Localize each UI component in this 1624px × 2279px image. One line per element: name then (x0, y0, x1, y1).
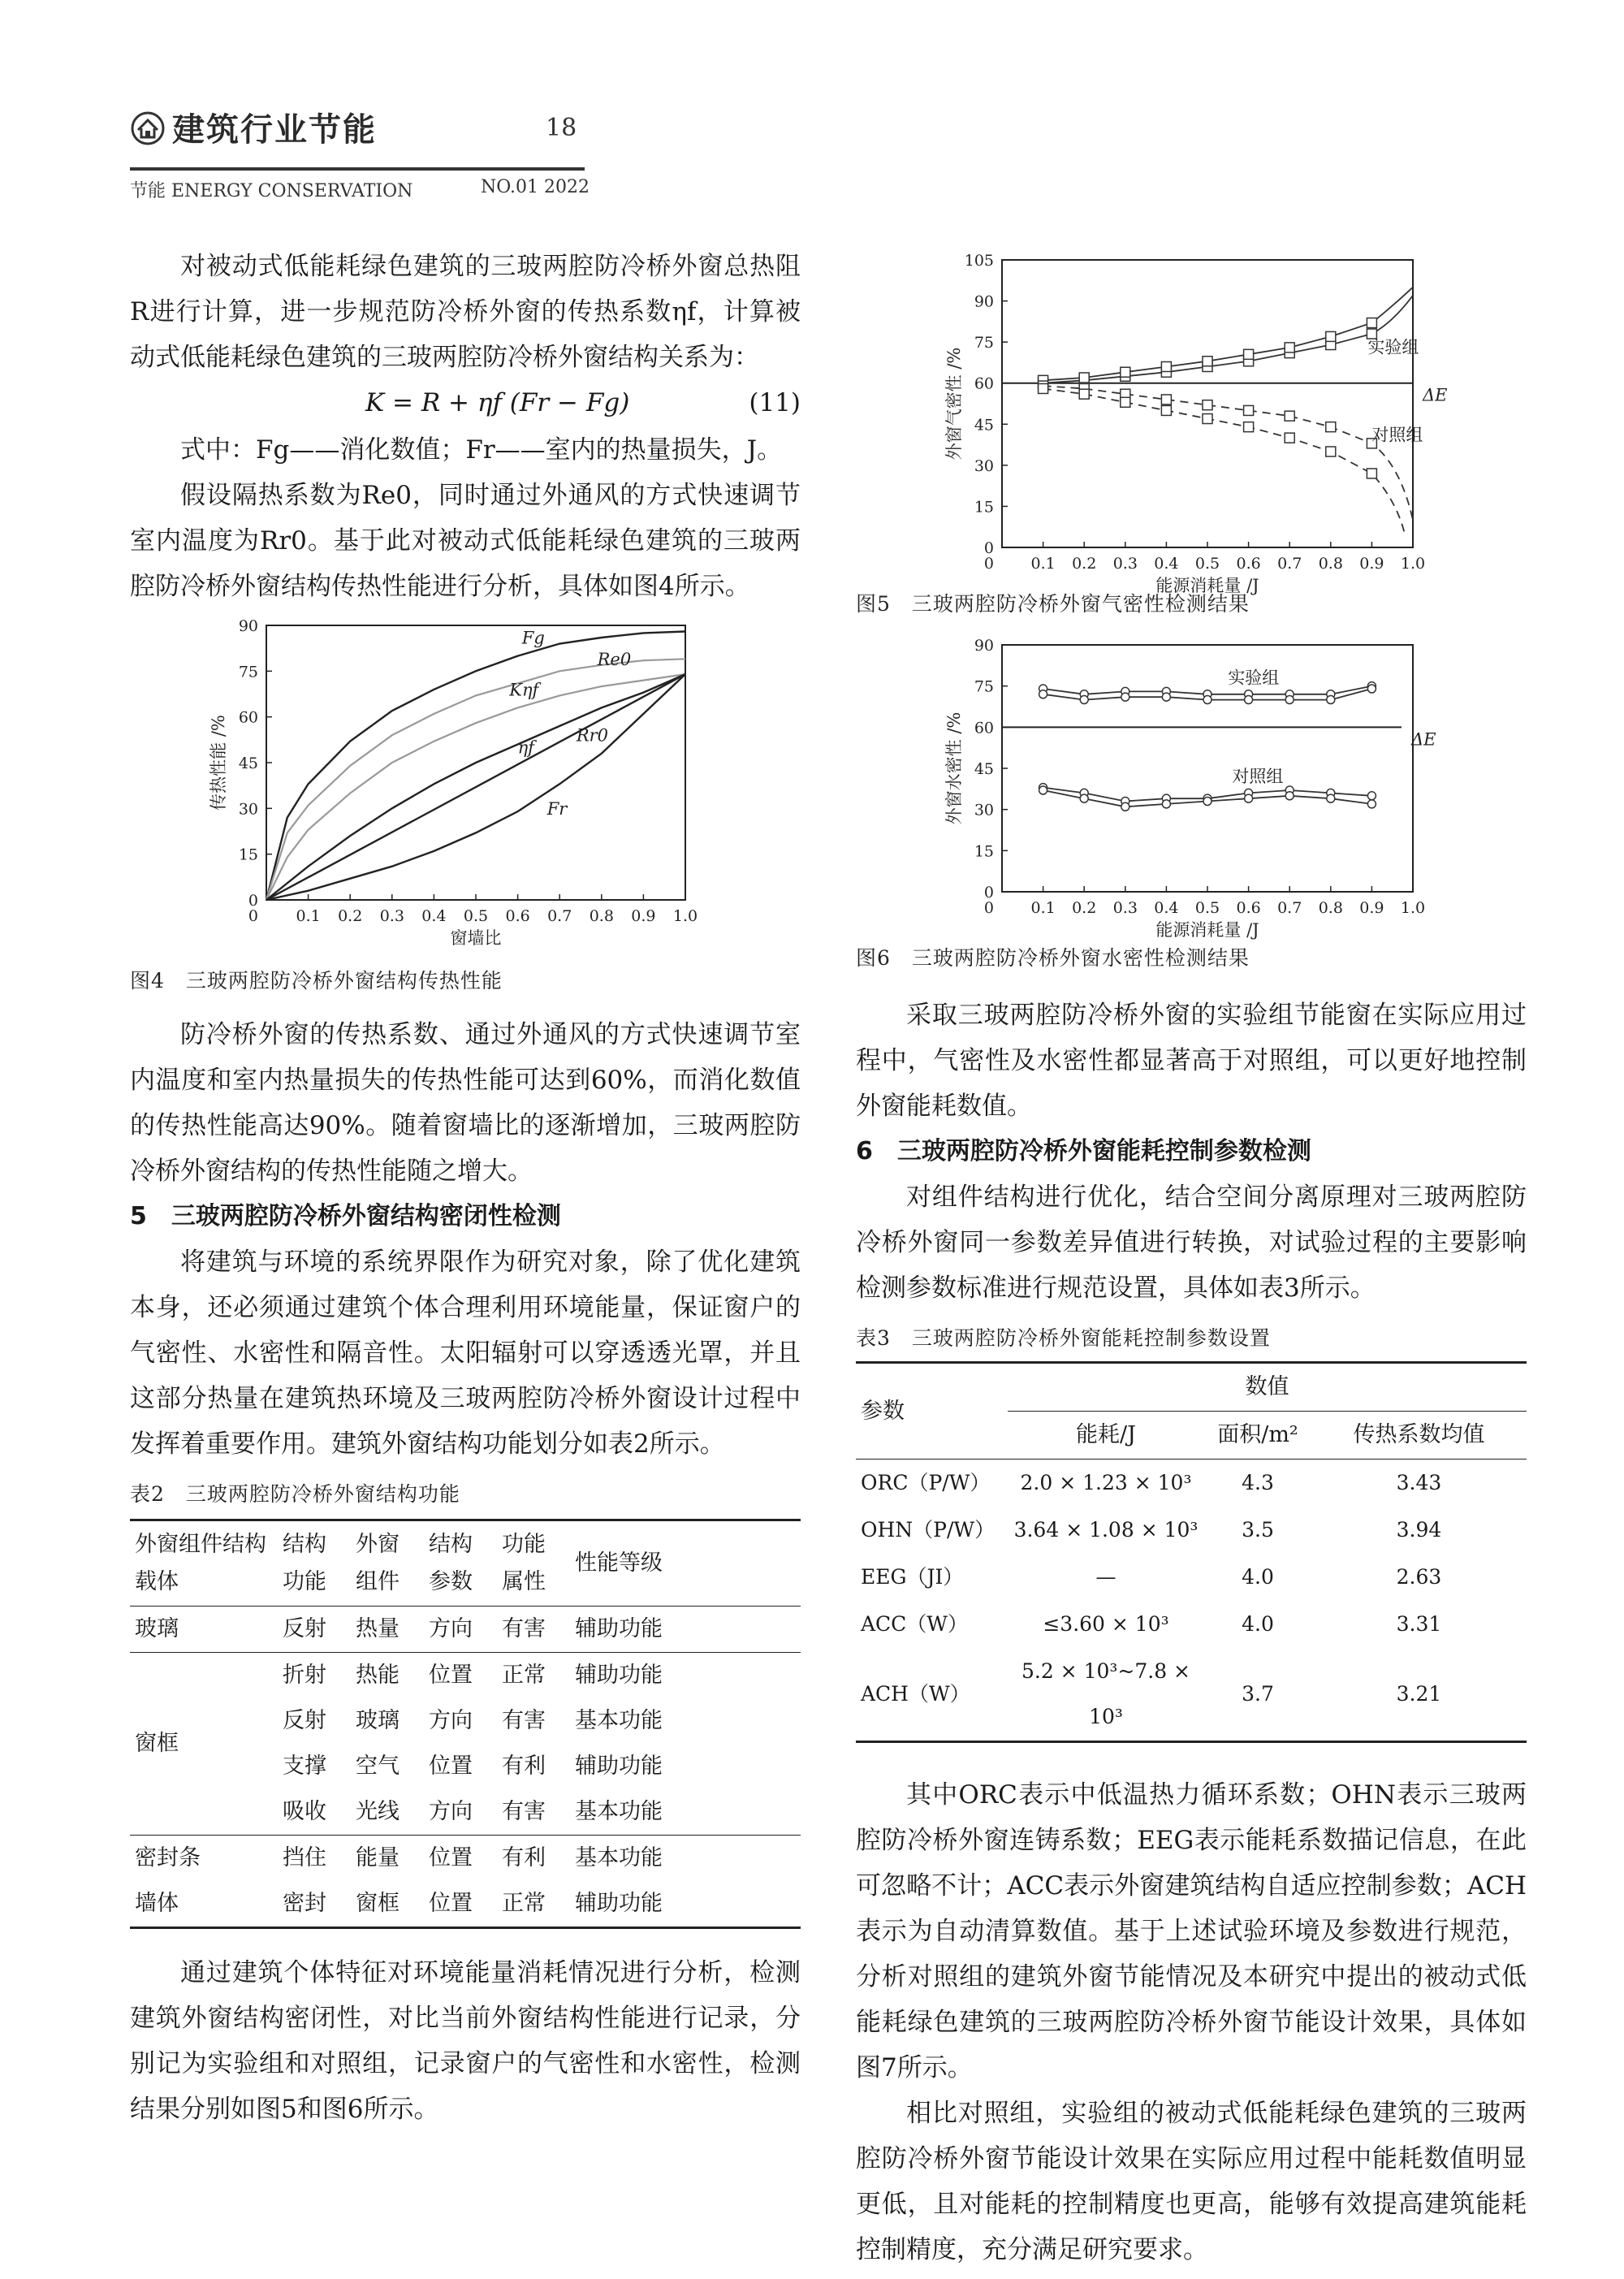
x-tick-label: 0.3 (1112, 555, 1138, 573)
y-axis-label: 外窗气密性 /% (944, 347, 964, 461)
y-tick-label: 45 (238, 755, 258, 772)
y-tick-label: 90 (238, 617, 258, 635)
x-axis-label: 能源消耗量 /J (1155, 576, 1259, 595)
figure-6-chart (856, 632, 1527, 941)
data-point (1203, 400, 1212, 410)
table-cell: 5.2 × 10³~7.8 × 10³ (1021, 1659, 1191, 1728)
table-2 (130, 1519, 801, 1929)
x-tick-label: 0.4 (421, 907, 447, 925)
table-cell: 反射 (283, 1708, 326, 1733)
series-label: 实验组 (1367, 337, 1419, 357)
y-tick-label: 75 (974, 677, 994, 696)
table-cell: 有害 (502, 1616, 546, 1641)
table-cell: 方向 (429, 1708, 473, 1733)
data-point (1080, 696, 1088, 704)
table-cell: 挡住 (283, 1845, 326, 1870)
data-point (1327, 696, 1335, 704)
table-cell: 2.0 × 1.23 × 10³ (1020, 1471, 1192, 1494)
journal-logo-icon (130, 110, 166, 146)
y-axis-label: 传热性能 /% (209, 715, 228, 811)
series-label: Re0 (597, 649, 632, 669)
x-tick-label: 0.6 (1236, 899, 1261, 917)
data-point (1285, 696, 1294, 704)
figure-4-chart (130, 617, 801, 958)
equation: K = R + ηf (Fr − Fg) (365, 388, 630, 417)
origin-label: 0 (983, 899, 994, 917)
x-tick-label: 0.7 (1277, 899, 1302, 917)
table-header-cell: 外窗组件 (356, 1532, 400, 1594)
paragraph: 假设隔热系数为Re0，同时通过外通风的方式快速调节室内温度为Rr0。基于此对被动式低能耗绿色建筑的三玻两腔防冷桥外窗结构传热性能进行分析，具体如图4所示。 (130, 481, 801, 601)
table-cell: 玻璃 (356, 1708, 400, 1733)
table-cell: ≤3.60 × 10³ (1043, 1612, 1169, 1636)
table-cell: 基本功能 (575, 1845, 663, 1870)
data-point (1367, 318, 1376, 328)
table-cell: 3.64 × 1.08 × 10³ (1013, 1518, 1199, 1542)
table-cell: 辅助功能 (575, 1616, 663, 1641)
x-tick-label: 0.3 (1112, 899, 1138, 917)
table-cell: ACC（W） (861, 1612, 969, 1636)
table-cell: 吸收 (283, 1799, 326, 1824)
data-point (1245, 794, 1253, 802)
table-cell: 正常 (502, 1891, 546, 1916)
data-point (1121, 802, 1129, 811)
y-tick-label: 15 (974, 498, 994, 517)
y-tick-label: 60 (974, 719, 994, 737)
series-line (266, 659, 685, 900)
x-tick-label: 0.1 (1030, 899, 1056, 917)
data-point (1285, 343, 1294, 352)
series-line (1043, 288, 1413, 381)
right-column (856, 244, 1527, 2273)
data-point (1121, 367, 1130, 377)
x-tick-label: 0.1 (1030, 555, 1056, 573)
table-row (130, 1836, 801, 1882)
data-point (1161, 361, 1171, 371)
x-tick-label: 0.1 (296, 907, 321, 925)
table-cell: ACH（W） (861, 1682, 970, 1706)
y-tick-label: 75 (974, 334, 994, 352)
y-tick-label: 75 (238, 663, 258, 681)
y-tick-label: 0 (248, 892, 258, 910)
data-point (1244, 349, 1254, 359)
paragraph: 采取三玻两腔防冷桥外窗的实验组节能窗在实际应用过程中，气密性及水密性都显著高于对照组，可以更好地控制外窗能耗数值。 (856, 1001, 1527, 1121)
table-header-cell: 传热系数均值 (1353, 1422, 1485, 1447)
figure-5-chart (856, 244, 1527, 595)
table-row (856, 1601, 1527, 1648)
series-label: 对照组 (1371, 425, 1423, 445)
table-cell: 窗框 (135, 1731, 179, 1756)
series-line (1043, 386, 1413, 520)
y-tick-label: 15 (238, 845, 258, 864)
table-row (856, 1460, 1527, 1507)
table-header-cell: 性能等级 (575, 1550, 663, 1576)
table-cell: 4.3 (1242, 1471, 1274, 1494)
table-cell: 有害 (502, 1708, 546, 1733)
paragraph: 对被动式低能耗绿色建筑的三玻两腔防冷桥外窗总热阻R进行计算，进一步规范防冷桥外窗的传热系数ηf，计算被动式低能耗绿色建筑的三玻两腔防冷桥外窗结构关系为： (130, 252, 801, 372)
x-tick-label: 0.5 (1194, 899, 1220, 917)
table-cell: 位置 (429, 1891, 473, 1916)
x-tick-label: 0.7 (1277, 555, 1302, 573)
x-tick-label: 0.5 (1194, 555, 1220, 573)
y-tick-label: 45 (974, 416, 994, 435)
paragraph: 式中：Fg——消化数值；Fr——室内的热量损失，J。 (180, 435, 783, 465)
table-cell: 反射 (283, 1616, 326, 1641)
table-cell: 基本功能 (575, 1708, 663, 1733)
data-point (1203, 696, 1212, 704)
series-line (266, 674, 685, 900)
data-point (1367, 800, 1376, 808)
paragraph: 相比对照组，实验组的被动式低能耗绿色建筑的三玻两腔防冷桥外窗节能设计效果在实际应用过程中能耗数值明显更低，且对能耗的控制精度也更高，能够有效提高建筑能耗控制精度，充分满足研究要求。 (856, 2099, 1527, 2264)
data-point (1121, 397, 1130, 407)
y-tick-label: 60 (238, 708, 258, 727)
data-point (1079, 389, 1089, 399)
table-cell: 光线 (356, 1799, 400, 1824)
y-tick-label: 90 (974, 292, 994, 311)
data-point (1326, 447, 1336, 456)
table-row (856, 1554, 1527, 1601)
series-label: ηf (517, 737, 534, 758)
table-3-caption: 表3 三玻两腔防冷桥外窗能耗控制参数设置 (856, 1326, 1271, 1350)
table-2-caption: 表2 三玻两腔防冷桥外窗结构功能 (130, 1482, 460, 1506)
table-cell: 3.94 (1396, 1518, 1442, 1542)
paragraph: 通过建筑个体特征对环境能量消耗情况进行分析，检测建筑外窗结构密闭性，对比当前外窗结构性能进行记录，分别记为实验组和对照组，记录窗户的气密性和水密性，检测结果分别如图5和图6所示。 (130, 1958, 801, 2124)
y-tick-label: 30 (974, 801, 994, 819)
table-cell: 辅助功能 (575, 1663, 663, 1688)
series-label: 对照组 (1232, 766, 1284, 786)
data-point (1039, 786, 1047, 794)
y-tick-label: 60 (974, 374, 994, 393)
data-point (1203, 798, 1212, 806)
x-tick-label: 0.9 (1359, 555, 1384, 573)
table-cell: 3.21 (1396, 1682, 1442, 1706)
series-label: Fr (546, 798, 568, 819)
table-cell: 方向 (429, 1799, 473, 1824)
x-tick-label: 0.9 (631, 907, 656, 925)
data-point (1326, 422, 1336, 432)
table-cell: 辅助功能 (575, 1754, 663, 1779)
data-point (1326, 331, 1336, 341)
paragraph: 其中ORC表示中低温热力循环系数；OHN表示三玻两腔防冷桥外窗连铸系数；EEG表示能耗系数描记信息，在此可忽略不计；ACC表示外窗建筑结构自适应控制参数；ACH表示为自动清算数值。基于上述试验环境及参数进行规范，分析对照组的建筑外窗节能情况及本研究中提出的被动式低能耗绿色建筑的三玻两腔防冷桥外窗节能设计效果，具体如图7所示。 (856, 1780, 1527, 2082)
origin-label: 0 (983, 555, 994, 573)
table-cell: 位置 (429, 1754, 473, 1779)
data-point (1285, 411, 1294, 421)
data-point (1245, 696, 1253, 704)
table-cell: 密封条 (135, 1845, 201, 1870)
reference-label: ΔE (1423, 385, 1448, 405)
table-header-cell: 面积/m² (1217, 1422, 1298, 1447)
x-tick-label: 0.6 (1236, 555, 1261, 573)
journal-title: 建筑行业节能 (172, 111, 377, 149)
series-label: Fg (521, 628, 545, 648)
table-cell: 窗框 (356, 1891, 400, 1916)
table-header-cell: 结构参数 (429, 1532, 473, 1594)
table-cell: 3.5 (1242, 1518, 1274, 1542)
data-point (1162, 693, 1170, 701)
data-point (1244, 405, 1254, 415)
y-axis-label: 外窗水密性 /% (944, 711, 964, 825)
table-header-cell: 外窗组件结构载体 (135, 1532, 266, 1594)
table-cell: 4.0 (1242, 1612, 1274, 1636)
table-header-cell: 功能属性 (502, 1532, 546, 1594)
figure-4-caption: 图4 三玻两腔防冷桥外窗结构传热性能 (130, 969, 503, 992)
y-tick-label: 15 (974, 842, 994, 861)
data-point (1039, 690, 1047, 698)
journal-subtitle: 节能 ENERGY CONSERVATION (130, 181, 413, 201)
series-line (1043, 296, 1413, 383)
section-heading: 5 三玻两腔防冷桥外窗结构密闭性检测 (130, 1202, 561, 1230)
reference-label: ΔE (1411, 729, 1436, 750)
x-tick-label: 1.0 (672, 907, 698, 925)
table-cell: 辅助功能 (575, 1891, 663, 1916)
x-axis-label: 窗墙比 (450, 928, 502, 948)
data-point (1203, 357, 1212, 366)
table-header-cell: 参数 (861, 1398, 905, 1424)
x-tick-label: 0.3 (379, 907, 404, 925)
data-point (1039, 383, 1048, 393)
table-cell: 支撑 (283, 1754, 326, 1779)
table-cell: 正常 (502, 1663, 546, 1688)
x-tick-label: 0.8 (589, 907, 614, 925)
table-cell: — (1095, 1565, 1116, 1589)
x-tick-label: 0.8 (1318, 555, 1343, 573)
left-column (130, 244, 801, 2132)
series-label: 实验组 (1228, 668, 1280, 688)
data-point (1080, 794, 1088, 802)
table-3 (856, 1361, 1527, 1743)
table-header-cell: 能耗/J (1076, 1422, 1136, 1447)
y-tick-label: 90 (974, 637, 994, 655)
data-point (1367, 469, 1376, 478)
table-cell: 有利 (502, 1845, 546, 1870)
origin-label: 0 (248, 907, 258, 925)
y-tick-label: 30 (238, 800, 258, 819)
x-axis-label: 能源消耗量 /J (1155, 920, 1259, 940)
table-cell: 能量 (356, 1845, 400, 1870)
data-point (1203, 414, 1212, 424)
y-tick-label: 0 (983, 884, 994, 902)
data-point (1367, 792, 1376, 800)
plot-frame (1002, 645, 1413, 892)
data-point (1367, 685, 1376, 693)
table-cell: OHN（P/W） (861, 1518, 996, 1542)
table-cell: 玻璃 (135, 1616, 179, 1641)
series-label: Rr0 (576, 725, 609, 746)
x-tick-label: 0.2 (1072, 555, 1097, 573)
table-cell: 3.7 (1242, 1682, 1274, 1706)
table-cell: 密封 (283, 1891, 326, 1916)
x-tick-label: 1.0 (1400, 555, 1426, 573)
y-tick-label: 30 (974, 456, 994, 475)
equation-block (130, 380, 801, 427)
equation-number: (11) (749, 388, 801, 417)
table-cell: 3.31 (1396, 1612, 1442, 1636)
series-line (1043, 389, 1405, 534)
data-point (1285, 433, 1294, 443)
table-cell: 位置 (429, 1663, 473, 1688)
x-tick-label: 0.9 (1359, 899, 1384, 917)
x-tick-label: 0.8 (1318, 899, 1343, 917)
table-cell: 折射 (283, 1663, 326, 1688)
table-header-cell: 数值 (1008, 1363, 1527, 1412)
data-point (1079, 373, 1089, 383)
data-point (1162, 800, 1170, 808)
table-cell: 4.0 (1242, 1565, 1274, 1589)
table-row (856, 1507, 1527, 1554)
table-cell: 墙体 (135, 1891, 179, 1916)
table-header-row (856, 1363, 1527, 1412)
table-cell: 3.43 (1396, 1471, 1442, 1494)
figure-5-caption: 图5 三玻两腔防冷桥外窗气密性检测结果 (856, 592, 1250, 616)
x-tick-label: 0.4 (1154, 555, 1179, 573)
page-number: 18 (546, 114, 577, 142)
table-cell: 位置 (429, 1845, 473, 1870)
data-point (1161, 395, 1171, 404)
table-cell: EEG（JI） (861, 1565, 964, 1589)
issue-number: NO.01 2022 (481, 177, 590, 197)
table-cell: 有利 (502, 1754, 546, 1779)
table-cell: 基本功能 (575, 1799, 663, 1824)
y-tick-label: 45 (974, 760, 994, 778)
section-heading: 6 三玻两腔防冷桥外窗能耗控制参数检测 (856, 1137, 1311, 1165)
table-row (856, 1648, 1527, 1742)
paragraph: 防冷桥外窗的传热系数、通过外通风的方式快速调节室内温度和室内热量损失的传热性能可达到60%，而消化数值的传热性能高达90%。随着窗墙比的逐渐增加，三玻两腔防冷桥外窗结构的传热性能随之增大。 (130, 1020, 801, 1186)
data-point (1285, 792, 1294, 800)
table-header-row (130, 1520, 801, 1607)
table-cell: ORC（P/W） (861, 1471, 991, 1494)
x-tick-label: 0.2 (338, 907, 363, 925)
paragraph: 对组件结构进行优化，结合空间分离原理对三玻两腔防冷桥外窗同一参数差异值进行转换，对试验过程的主要影响检测参数标准进行规范设置，具体如表3所示。 (856, 1183, 1527, 1303)
x-tick-label: 1.0 (1400, 899, 1426, 917)
data-point (1161, 405, 1171, 415)
table-header-cell: 结构功能 (283, 1532, 326, 1594)
figure-6-caption: 图6 三玻两腔防冷桥外窗水密性检测结果 (856, 946, 1250, 970)
data-point (1327, 794, 1335, 802)
table-row (130, 1653, 801, 1699)
x-tick-label: 0.5 (463, 907, 489, 925)
table-cell: 空气 (356, 1754, 400, 1779)
table-cell: 2.63 (1396, 1565, 1442, 1589)
table-row (130, 1607, 801, 1653)
paragraph: 将建筑与环境的系统界限作为研究对象，除了优化建筑本身，还必须通过建筑个体合理利用环境能量，保证窗户的气密性、水密性和隔音性。太阳辐射可以穿透透光罩，并且这部分热量在建筑热环境及三玻两腔防冷桥外窗设计过程中发挥着重要作用。建筑外窗结构功能划分如表2所示。 (130, 1248, 801, 1459)
table-cell: 有害 (502, 1799, 546, 1824)
table-cell: 热能 (356, 1663, 400, 1688)
data-point (1244, 422, 1254, 432)
x-tick-label: 0.2 (1072, 899, 1097, 917)
series-label: Kηf (509, 680, 539, 700)
x-tick-label: 0.6 (505, 907, 530, 925)
y-tick-label: 105 (964, 252, 994, 270)
table-cell: 方向 (429, 1616, 473, 1641)
header-rule (130, 167, 585, 171)
table-cell: 热量 (356, 1616, 400, 1641)
x-tick-label: 0.4 (1154, 899, 1179, 917)
table-row (130, 1881, 801, 1928)
data-point (1121, 693, 1129, 701)
x-tick-label: 0.7 (547, 907, 572, 925)
y-tick-label: 0 (983, 539, 994, 557)
series-line (266, 632, 685, 901)
